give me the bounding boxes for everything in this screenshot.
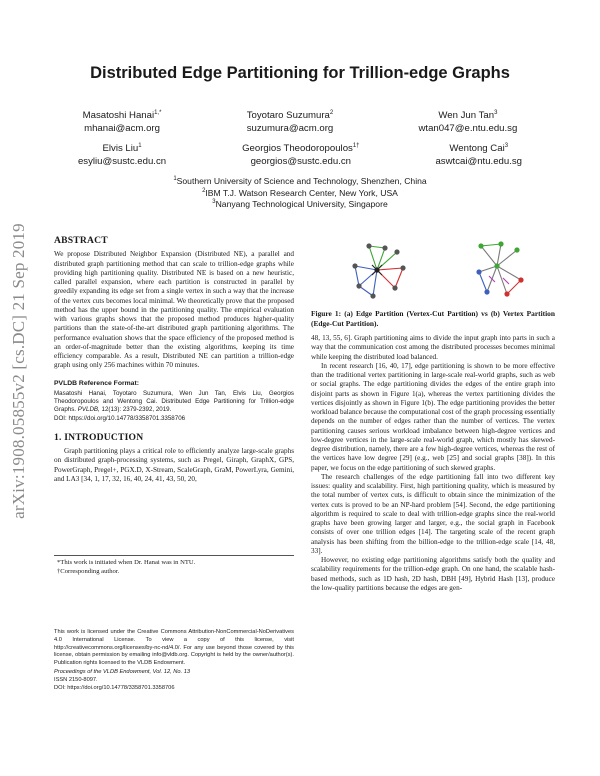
graph-node (370, 293, 375, 298)
graph-node (382, 245, 387, 250)
reference-journal: PVLDB, (77, 406, 100, 414)
author (242, 143, 359, 168)
abstract-heading: ABSTRACT (54, 235, 108, 246)
license-block (54, 629, 294, 692)
paper-title: Distributed Edge Partitioning for Trillion-edge Graphs (90, 64, 510, 82)
author-marks: 1† (352, 142, 360, 149)
graph-edge (355, 266, 359, 286)
author-email: esyliu@sustc.edu.cn (77, 155, 167, 167)
graph-node (514, 247, 519, 252)
reference-authors: Masatoshi Hanai, Toyotaro Suzumura, Wen Jun Tan, Elvis Liu, Georgios Theodoropoulos and Wentong Cai. (54, 389, 294, 406)
graph-edge (479, 272, 487, 292)
graph-node (366, 243, 371, 248)
affiliation (40, 176, 560, 188)
graph-node (392, 285, 397, 290)
reference-format-body (54, 390, 294, 423)
affiliations (40, 176, 560, 211)
left-column (54, 236, 294, 484)
graph-node (498, 241, 503, 246)
reference-title: Distributed Edge Partitioning for Trillion-edge Graphs. (54, 398, 294, 414)
partition-diagram (311, 236, 555, 306)
author (247, 110, 334, 135)
graph-node (352, 263, 357, 268)
author-name: Toyotaro Suzumura (246, 110, 330, 121)
graph-edge (395, 268, 403, 288)
paragraph: In recent research [16, 40, 17], edge partitioning is shown to be more effective than the traditional vertex partitioning in large-scale real-world graphs, such as web or social graphs. The edge partitioning divides the edges of the entire graph into disjoint parts as shown in Figure 1(a), whereas the vertex partitioning divides the vertices disjointly as shown in Figure 1(b). The edge partitioning provides the better workload balance because the computational cost of the graph processing essentially depends on the number of edges rather than the number of vertices. The vertex partitioning causes serious workload imbalance between high-degree vertices and low-degree vertices in the large-scale real-world graph, which mostly has skewed-degree distribution, namely, there are a few high-degree vertices, whereas the rest of the vertices have low degree [29] (e.g., web [25] and social graphs [38]). In this paper, we focus on the edge partitioning of such skewed graphs. (311, 361, 555, 472)
author (419, 110, 518, 135)
author (435, 143, 522, 168)
author-email: mhanai@acm.org (84, 122, 160, 134)
graph-node (484, 289, 489, 294)
reference-format-heading: PVLDB Reference Format: (54, 379, 139, 387)
cut-mark (489, 276, 495, 282)
license-text: This work is licensed under the Creative Commons Attribution-NonCommercial-NoDerivatives 4.0 International License. To view a copy of this license, visit http://creativecommons.org/licenses/by-nc-nd/4.0/. For any use beyond those covered by this license, obtain permission by emailing info@vldb.org. Copyright is held by the owner/author(s). Publication rights licensed to the VLDB Endowment. (54, 629, 294, 667)
affiliation (40, 188, 560, 200)
author-email: wtan047@e.ntu.edu.sg (418, 122, 518, 134)
license-doi: DOI: https://doi.org/10.14778/3358701.3358706 (54, 684, 175, 691)
author-marks: 3 (494, 109, 498, 116)
graph-node (394, 249, 399, 254)
author-marks: 3 (504, 142, 509, 149)
paragraph: 48, 13, 55, 6]. Graph partitioning aims to divide the input graph into parts in such a way that the communication cost among the distributed processes becomes minimal while keeping the distributed load balanced. (311, 334, 555, 361)
author-row-1 (40, 110, 560, 135)
author-row-2 (40, 143, 560, 168)
arxiv-identifier: arXiv:1908.05855v2 [cs.DC] 21 Sep 2019 (9, 223, 29, 519)
footnote: †Corresponding author. (57, 567, 120, 575)
author-email: georgios@sustc.edu.cn (250, 155, 351, 167)
graph-edge (497, 266, 521, 280)
author-name: Wen Jun Tan (438, 110, 495, 121)
graph-edge (479, 266, 497, 272)
author-name: Masatoshi Hanai (82, 110, 155, 121)
affiliation-text: IBM T.J. Watson Research Center, New York, USA (205, 187, 398, 198)
reference-doi: DOI: https://doi.org/10.14778/3358701.3358706 (54, 414, 186, 422)
affiliation-mark: 2 (202, 187, 206, 194)
paragraph: However, no existing edge partitioning algorithms satisfy both the quality and scalability requirements for the trillion-edge graph. On one hand, the scalable hash-based methods, such as 1D hash, 2D hash, DBH [49], Hybrid Hash [13], produce the low-quality partitions because the edges are gen- (311, 556, 555, 592)
graph-node (478, 243, 483, 248)
abstract-text: We propose Distributed Neighbor Expansion (Distributed NE), a parallel and distributed graph partitioning method that can scale to trillion-edge graphs while providing high partitioning quality. Distributed NE is based on a new heuristic, called parallel expansion, where each partition is constructed in parallel by greedily expanding its edge set from a single vertex in such a way that the increase of the vertex cuts becomes local minimal. We theoretically prove that the proposed method has the upper bound in the partitioning quality. The empirical evaluation with various graphs shows that the proposed method produces higher-quality partitions than the state-of-the-art distributed graph partitioning algorithms. The performance evaluation shows that the space efficiency of the proposed method is an order-of-magnitude better than the existing algorithms, keeping its time efficiency comparable. As a result, Distributed NE can partition a trillion-edge graph using only 256 machines within 70 minutes. (54, 250, 294, 370)
author-block (40, 110, 560, 211)
graph-node (476, 269, 481, 274)
affiliation-text: Southern University of Science and Technology, Shenzhen, China (176, 176, 427, 186)
author-name: Elvis Liu (102, 143, 139, 154)
author-email: suzumura@acm.org (246, 122, 334, 134)
introduction-heading: 1. INTRODUCTION (54, 431, 144, 443)
figure-caption: Figure 1: (a) Edge Partition (Vertex-Cut Partition) vs (b) Vertex Partition (Edge-Cut Partition). (311, 309, 555, 328)
paragraph: The research challenges of the edge partitioning fall into two different key issues: quality and scalability. First, high partitioning quality, which is measured by the total number of vertex cuts, is difficult to obtain since the minimization of the vertex cuts is proved to be an NP-hard problem [54]. Second, the edge partitioning algorithm is required to scale to deal with trillion-edge graphs since the real-world graphs have been growing larger and larger, e.g., the social graph in Facebook consists of over one trillion edges [14]. The targeting scale of the recent graph analysis has been shifting from the billion-edge to the trillion-edge scale [14, 48, 33]. (311, 472, 555, 555)
hub-node (494, 263, 499, 268)
graph-node (518, 277, 523, 282)
author-name: Wentong Cai (449, 143, 505, 154)
graph-edge (481, 246, 497, 266)
proceedings-line: Proceedings of the VLDB Endowment, Vol. 12, No. 13 (54, 668, 191, 675)
introduction-text: Graph partitioning plays a critical role to efficiently analyze large-scale graphs on distributed graph-processing systems, such as Pregel, Giraph, GraphX, GPS, PowerGraph, Pregel+, PGX.D, X-Stream, ScaleGraph, GraM, PowerLyra, Gemini, and LA3 [34, 1, 17, 32, 16, 40, 24, 41, 43, 50, 20, (54, 447, 294, 483)
author-marks: 2 (329, 109, 334, 116)
affiliation-mark: 3 (212, 199, 216, 206)
graph-node (400, 265, 405, 270)
right-column (311, 236, 555, 593)
graph-edge (377, 268, 403, 270)
author-email: aswtcai@ntu.edu.sg (435, 155, 523, 167)
cut-mark (503, 278, 509, 284)
author-marks: 1,* (154, 109, 162, 116)
affiliation (40, 199, 560, 211)
reference-volume: 12(13): 2379-2392, 2019. (101, 406, 172, 414)
affiliation-mark: 1 (173, 176, 177, 183)
graph-node (356, 283, 361, 288)
author (78, 143, 166, 168)
issn-line: ISSN 2150-8097. (54, 676, 98, 683)
graph-edge (481, 244, 501, 246)
author-marks: 1 (138, 142, 142, 149)
arxiv-sidebar (4, 176, 34, 566)
graph-edge (507, 280, 521, 294)
affiliation-text: Nanyang Technological University, Singapore (215, 199, 388, 209)
footnotes (54, 555, 294, 576)
figure-1 (311, 236, 555, 306)
author-name: Georgios Theodoropoulos (242, 143, 353, 154)
footnote: *This work is initiated when Dr. Hanai was in NTU. (57, 559, 196, 566)
graph-node (504, 291, 509, 296)
author (83, 110, 162, 135)
